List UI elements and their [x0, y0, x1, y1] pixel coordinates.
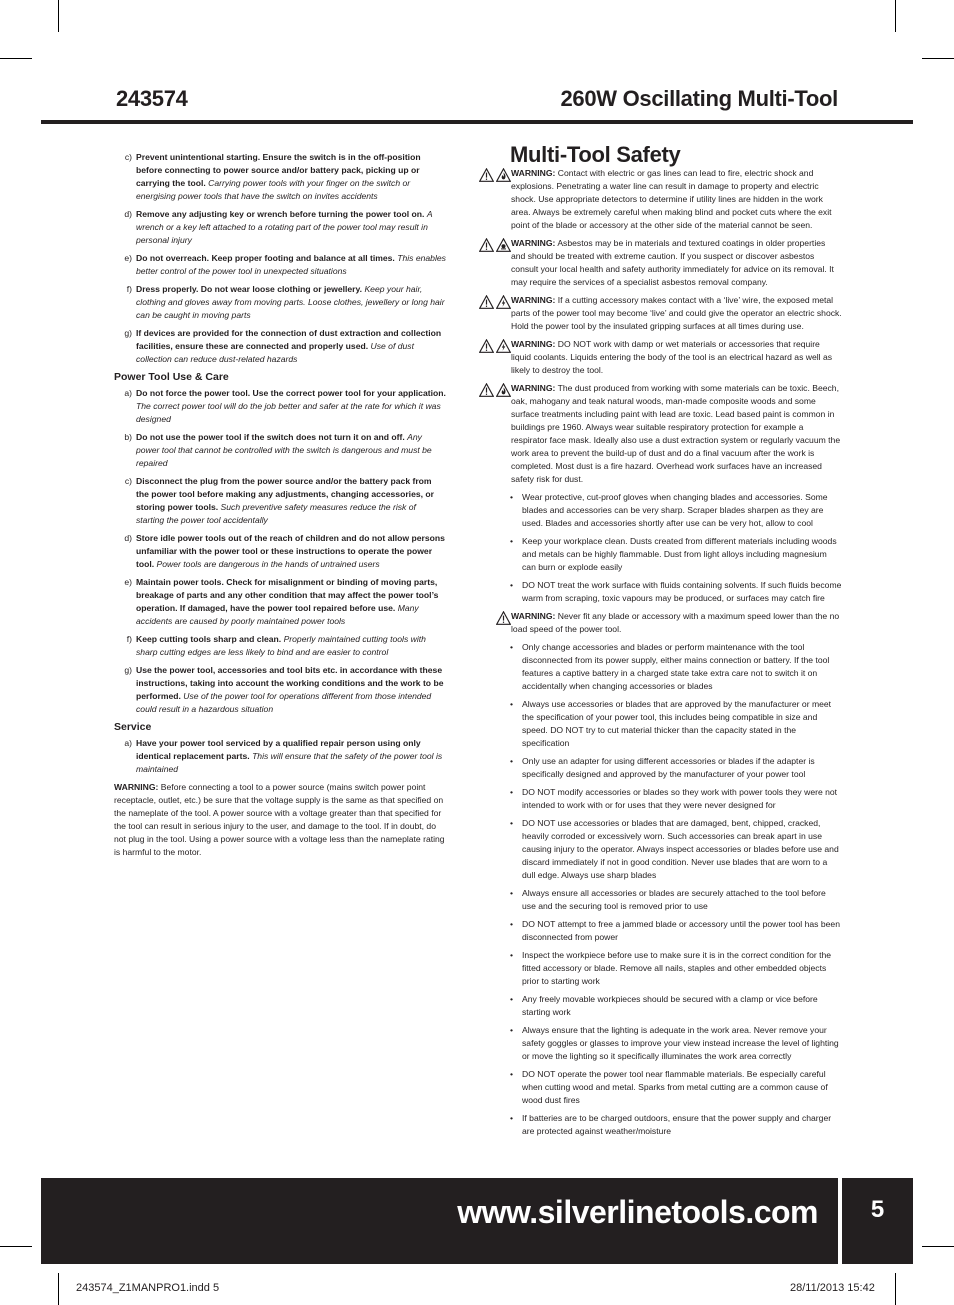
warning-label: WARNING:: [511, 295, 556, 305]
bullet-icon: •: [510, 818, 514, 828]
item-letter: d): [124, 209, 132, 219]
speed-warning: [470, 610, 842, 636]
file-slug: 243574_Z1MANPRO1.indd 5: [76, 1282, 220, 1294]
use-care-list: [114, 387, 446, 716]
item-text: [136, 633, 446, 659]
bullet-text: DO NOT attempt to free a jammed blade or accessory until the power tool has been disconnected from power: [522, 919, 840, 942]
list-item: [114, 208, 446, 247]
warning-block: [470, 382, 842, 486]
bullet-item: [510, 641, 842, 693]
bullet-text: DO NOT operate the power tool near flammable materials. Be especially careful when cutting wood and metal. Sparks from metal cutting are a common cause of wood dust fires: [522, 1069, 828, 1105]
list-item: [114, 576, 446, 628]
warning-body: [511, 338, 842, 377]
warning-label: WARNING:: [511, 383, 556, 393]
page-title: 260W Oscillating Multi-Tool: [560, 86, 838, 111]
list-item: [114, 532, 446, 571]
item-letter: b): [124, 432, 132, 442]
warning-text: Asbestos may be in materials and textured coatings in older properties and should be treated with extreme caution. If you suspect or discover asbestos consult your local health and safety authority immediately for advice on its removal. It may require the services of a specialist asbestos removal company.: [511, 238, 834, 287]
item-letter: c): [124, 476, 132, 486]
item-bold-text: Disconnect the plug from the power source and/or the battery pack from the power tool before making any adjustments, changing accessories, or storing power tools.: [136, 476, 434, 512]
item-italic-text: Many accidents are caused by poorly maintained power tools: [136, 603, 419, 626]
item-bold-text: Do not use the power tool if the switch does not turn it on and off.: [136, 432, 405, 442]
crop-mark: [0, 1246, 32, 1247]
warning-label: WARNING:: [511, 611, 556, 621]
item-bold-text: Use the power tool, accessories and tool bits etc. in accordance with these instructions, taking into account the working conditions and the work to be performed.: [136, 665, 444, 701]
bullet-text: Always ensure that the lighting is adequate in the work area. Never remove your safety goggles or glasses to improve your view instead increase the level of lighting or move the lighting so it specifically illuminates the work area correctly: [522, 1025, 839, 1061]
bullet-icon: •: [510, 950, 514, 960]
bullet-item: [510, 786, 842, 812]
warning-text: DO NOT work with damp or wet materials or accessories that require liquid coolants. Liquids entering the body of the tool is an electrical hazard as well as likely to destroy the tool.: [511, 339, 833, 375]
list-item: [114, 664, 446, 716]
electric-icon: [496, 339, 511, 353]
item-text: [136, 737, 446, 776]
item-bold-text: If devices are provided for the connection of dust extraction and collection facilities, ensure these are connected and properly used.: [136, 328, 442, 351]
crop-mark: [922, 1246, 954, 1247]
toxic-icon: [496, 238, 511, 252]
item-italic-text: Such preventive safety measures reduce the risk of starting the power tool accidentally: [136, 502, 416, 525]
item-text: [136, 576, 446, 628]
crop-mark: [895, 1273, 896, 1305]
item-bold-text: Have your power tool serviced by a qualified repair person using only identical replacement parts.: [136, 738, 421, 761]
item-text: [136, 387, 446, 426]
page-number-box: [842, 1178, 913, 1264]
bullet-item: [510, 949, 842, 988]
item-bold-text: Dress properly. Do not wear loose clothing or jewellery.: [136, 284, 363, 294]
item-bold-text: Keep cutting tools sharp and clean.: [136, 634, 282, 644]
item-letter: f): [126, 284, 132, 294]
warning-text: If a cutting accessory makes contact with a ‘live’ wire, the exposed metal parts of the power tool may become ‘live’ and could give the operator an electric shock. Hold the power tool by the insulated gripping surfaces at all times during use.: [511, 295, 842, 331]
item-letter: a): [124, 388, 132, 398]
list-item: [114, 431, 446, 470]
website-url[interactable]: www.silverlinetools.com: [457, 1194, 818, 1230]
fire-icon: [496, 168, 511, 182]
bullet-item: [510, 1112, 842, 1138]
bullet-list: [470, 641, 842, 1138]
service-heading: Service: [114, 721, 152, 733]
electric-icon: [496, 295, 511, 309]
warning-icon: [479, 383, 494, 397]
item-letter: g): [124, 665, 132, 675]
bullet-text: DO NOT modify accessories or blades so they work with power tools they were not intended to work with or for uses that they were never designed for: [522, 787, 838, 810]
item-letter: f): [126, 634, 132, 644]
bullet-item: [510, 887, 842, 913]
bullet-text: Wear protective, cut-proof gloves when changing blades and accessories. Some blades and accessories can be very sharp. Scraper blades sharpen as they are used. Blades and accessories shortly after use can be very hot, allow to cool: [522, 492, 828, 528]
bullet-icon: •: [510, 536, 514, 546]
item-text: [136, 283, 446, 322]
left-column: [114, 151, 446, 859]
item-text: [136, 532, 446, 571]
warning-icon: [496, 611, 511, 625]
warning-icon: [479, 339, 494, 353]
item-letter: g): [124, 328, 132, 338]
item-text: [136, 327, 446, 366]
item-bold-text: Maintain power tools. Check for misalignment or binding of moving parts, breakage of parts and any other condition that may affect the power tool’s operation. If damaged, have the power tool repaired before use.: [136, 577, 439, 613]
list-item: [114, 151, 446, 203]
item-text: [136, 431, 446, 470]
bullet-icon: •: [510, 787, 514, 797]
item-italic-text: Any power tool that cannot be controlled with the switch is dangerous and must be repaired: [136, 432, 432, 468]
personal-safety-list: [114, 151, 446, 366]
bullet-icon: •: [510, 699, 514, 709]
warnings-list: [470, 167, 842, 486]
list-item: [114, 737, 446, 776]
warning-body: [511, 294, 842, 333]
bullet-text: Keep your workplace clean. Dusts created from different materials including woods and metals can be highly flammable. Dust from light alloys including magnesium can burn or explode easily: [522, 536, 837, 572]
warning-icons: [470, 167, 511, 232]
item-letter: d): [124, 533, 132, 543]
bullet-item: [510, 535, 842, 574]
warning-label: WARNING:: [511, 168, 556, 178]
date-slug: 28/11/2013 15:42: [790, 1282, 875, 1294]
list-item: [114, 475, 446, 527]
warning-label: WARNING:: [511, 339, 556, 349]
warning-block: [470, 338, 842, 377]
item-bold-text: Do not force the power tool. Use the correct power tool for your application.: [136, 388, 446, 398]
item-italic-text: Use of the power tool for operations different from those intended could result in a hazardous situation: [136, 691, 432, 714]
bullet-text: If batteries are to be charged outdoors, ensure that the power supply and charger are protected against weather/moisture: [522, 1113, 832, 1136]
item-letter: c): [124, 152, 132, 162]
crop-mark: [0, 58, 32, 59]
item-italic-text: Carrying power tools with your finger on the switch or energising power tools that have the switch on invites accidents: [136, 178, 411, 201]
right-column: [470, 142, 842, 1143]
item-bold-text: Prevent unintentional starting. Ensure the switch is in the off-position before connecting to power source and/or battery pack, picking up or carrying the tool.: [136, 152, 421, 188]
warning-label: WARNING:: [114, 782, 159, 792]
item-italic-text: The correct power tool will do the job better and safer at the rate for which it was designed: [136, 401, 441, 424]
warning-icons: [470, 338, 511, 377]
bullet-icon: •: [510, 1113, 514, 1123]
item-bold-text: Remove any adjusting key or wrench before turning the power tool on.: [136, 209, 425, 219]
bullet-icon: •: [510, 492, 514, 502]
service-list: [114, 737, 446, 776]
bullet-text: Always use accessories or blades that are approved by the manufacturer or meet the specification of your power tool, this includes being compatible in size and speed. DO NOT try to cut material thicker than the capacity stated in the specification: [522, 699, 832, 748]
item-italic-text: Power tools are dangerous in the hands of untrained users: [156, 559, 380, 569]
list-item: [114, 633, 446, 659]
crop-mark: [58, 0, 59, 32]
warning-text: Before connecting a tool to a power source (mains switch power point receptacle, outlet, etc.) be sure that the voltage supply is the same as that specified on the nameplate of the tool. A power source with a voltage greater than that specified for the tool can result in serious injury to the user, and damage to the tool. If in doubt, do not plug in the tool. Using a power source with a voltage less than the nameplate rating is harmful to the motor.: [114, 782, 445, 857]
list-item: [114, 283, 446, 322]
warning-body: [511, 167, 842, 232]
crop-mark: [58, 1273, 59, 1305]
bullet-icon: •: [510, 756, 514, 766]
bullet-text: Inspect the workpiece before use to make sure it is in the correct condition for the fitted accessory or blade. Remove all nails, staples and other embedded objects prior to starting work: [522, 950, 832, 986]
item-text: [136, 151, 446, 203]
warning-icons: [470, 237, 511, 289]
bullet-text: DO NOT treat the work surface with fluids containing solvents. If such fluids become warm from scraping, toxic vapours may be produced, or surfaces may catch fire: [522, 580, 842, 603]
product-code: 243574: [116, 86, 188, 111]
warning-block: [470, 167, 842, 232]
speed-warning-icons: [470, 610, 511, 636]
warning-text: Never fit any blade or accessory with a maximum speed lower than the no load speed of the power tool.: [511, 611, 840, 634]
bullet-icon: •: [510, 580, 514, 590]
bullet-item: [510, 755, 842, 781]
item-italic-text: Keep your hair, clothing and gloves away from moving parts. Loose clothes, jewellery or long hair can be caught in moving parts: [136, 284, 445, 320]
bullet-item: [510, 698, 842, 750]
item-italic-text: Use of dust collection can reduce dust-related hazards: [136, 341, 414, 364]
bullet-text: Only change accessories and blades or perform maintenance with the tool disconnected from its power supply, either mains connection or battery. If the tool features a captive battery in a charged state take extra care not to switch it on accidentally when changing accessories or blades: [522, 642, 830, 691]
bullet-text: Always ensure all accessories or blades are securely attached to the tool before use and the securing tool is removed prior to use: [522, 888, 826, 911]
warning-label: WARNING:: [511, 238, 556, 248]
warning-text: The dust produced from working with some materials can be toxic. Beech, oak, mahogany and teak natural woods, man-made composite woods and some surface treatments including paint with lead are toxic. Lead based paint is common in buildings pre 1960. Always wear suitable respiratory protection for example a respirator face mask. Ideally also use a dust extraction system or regularly vacuum the work area to prevent the build-up of dust and do a final vacuum after the work is completed. Most dust is a fire hazard. Overhead work surfaces have an increased safety risk for dust.: [511, 383, 841, 484]
page-number: 5: [870, 1196, 885, 1223]
warning-icon: [479, 168, 494, 182]
item-italic-text: A wrench or a key left attached to a rotating part of the power tool may result in personal injury: [136, 209, 433, 245]
bullet-list: [470, 491, 842, 605]
warning-body: [511, 237, 842, 289]
warning-block: [470, 294, 842, 333]
bullet-icon: •: [510, 919, 514, 929]
item-letter: e): [124, 577, 132, 587]
footer-bar: [41, 1178, 838, 1264]
bullet-item: [510, 817, 842, 882]
bullet-item: [510, 491, 842, 530]
bullet-item: [510, 993, 842, 1019]
crop-mark: [895, 0, 896, 32]
header-rule: [41, 120, 913, 124]
bullet-item: [510, 579, 842, 605]
bullet-item: [510, 918, 842, 944]
warning-body: [511, 382, 842, 486]
item-italic-text: This enables better control of the power tool in unexpected situations: [136, 253, 446, 276]
item-italic-text: This will ensure that the safety of the power tool is maintained: [136, 751, 443, 774]
bullet-text: DO NOT use accessories or blades that are damaged, bent, chipped, cracked, heavily corroded or excessively worn. Such accessories can break apart in use causing injury to the operator. Always inspect accessories or blades before use and discard immediately if not in good condition. Never use blades that are worn to a dull edge. Always use sharp blades: [522, 818, 839, 880]
list-item: [114, 387, 446, 426]
warning-block: [470, 237, 842, 289]
use-care-heading: Power Tool Use & Care: [114, 371, 229, 383]
bullet-icon: •: [510, 994, 514, 1004]
item-text: [136, 208, 446, 247]
bullet-icon: •: [510, 1069, 514, 1079]
fire-icon: [496, 383, 511, 397]
warning-icons: [470, 382, 511, 486]
bullet-item: [510, 1068, 842, 1107]
item-text: [136, 252, 446, 278]
voltage-warning: [114, 781, 446, 859]
item-letter: a): [124, 738, 132, 748]
section-title: Multi-Tool Safety: [510, 142, 681, 167]
item-bold-text: Store idle power tools out of the reach of children and do not allow persons unfamiliar with the power tool or these instructions to operate the power tool.: [136, 533, 445, 569]
list-item: [114, 327, 446, 366]
item-bold-text: Do not overreach. Keep proper footing and balance at all times.: [136, 253, 395, 263]
item-italic-text: Properly maintained cutting tools with sharp cutting edges are less likely to bind and are easier to control: [136, 634, 426, 657]
item-letter: e): [124, 253, 132, 263]
warning-icon: [479, 238, 494, 252]
bullet-icon: •: [510, 888, 514, 898]
item-text: [136, 664, 446, 716]
warning-text: Contact with electric or gas lines can lead to fire, electric shock and explosions. Penetrating a water line can result in damage to property and electric shock. Use appropriate detectors to determine if utility lines are hidden in the work area. Always be extremely careful when making blind and pocket cuts where the exit point of the blade or accessory at the other side of the material cannot be seen.: [511, 168, 832, 230]
item-text: [136, 475, 446, 527]
bullet-item: [510, 1024, 842, 1063]
warning-icon: [479, 295, 494, 309]
bullet-text: Only use an adapter for using different accessories or blades if the adapter is specifically designed and approved by the manufacturer of your power tool: [522, 756, 815, 779]
bullet-icon: •: [510, 1025, 514, 1035]
warning-icons: [470, 294, 511, 333]
bullet-text: Any freely movable workpieces should be secured with a clamp or vice before starting work: [522, 994, 818, 1017]
bullet-icon: •: [510, 642, 514, 652]
list-item: [114, 252, 446, 278]
crop-mark: [922, 58, 954, 59]
